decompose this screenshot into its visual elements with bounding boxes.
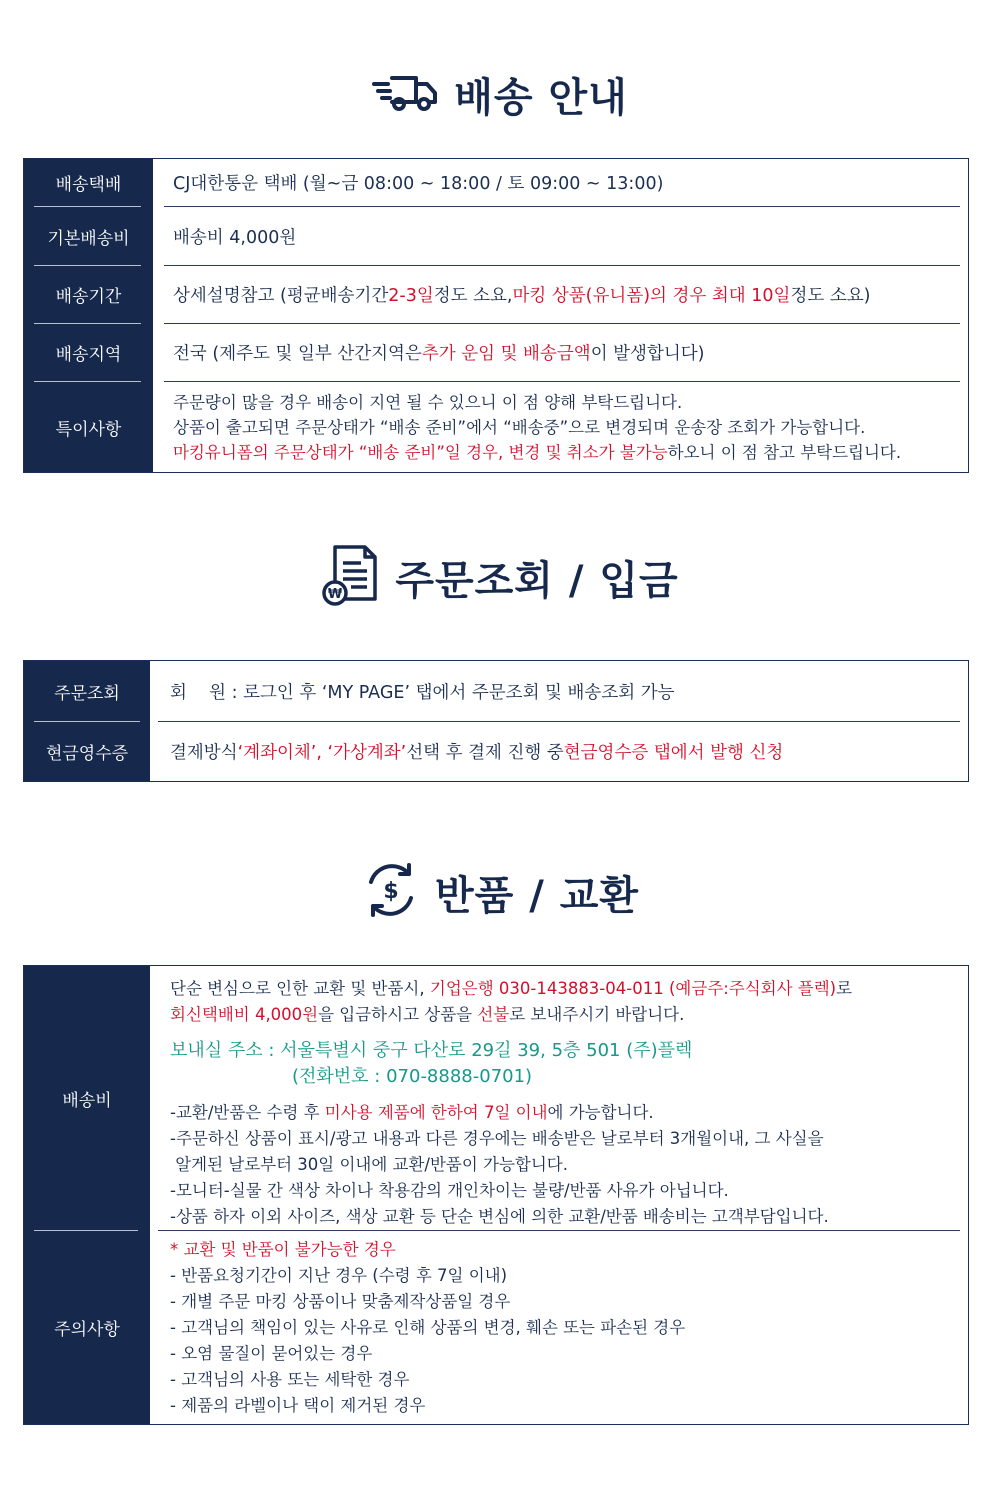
svg-text:₩: ₩ (328, 587, 343, 602)
row-label: 현금영수증 (24, 722, 150, 781)
fee-note: 알게된 날로부터 30일 이내에 교환/반품이 가능합니다. (170, 1155, 568, 1174)
highlight-text: ‘계좌이체’, ‘가상계좌’ (237, 743, 407, 763)
fee-note (170, 1100, 968, 1126)
highlight-text: 현금영수증 탭에서 발행 신청 (563, 743, 784, 763)
row-value (153, 324, 968, 381)
caution-item: - 고객님의 책임이 있는 사유로 인해 상품의 변경, 훼손 또는 파손된 경우 (170, 1318, 686, 1337)
text-segment: 이 발생합니다) (590, 344, 705, 364)
shipping-title: 배송 안내 (454, 74, 628, 121)
fee-note: -상품 하자 이외 사이즈, 색상 교환 등 단순 변심에 의한 교환/반품 배송비는 고객부담입니다. (170, 1207, 829, 1226)
row-value: 배송비 4,000원 (173, 227, 297, 248)
text-segment: 선택 후 결제 진행 중 (406, 743, 564, 763)
row-return-fee (24, 966, 968, 1230)
note-line (173, 440, 968, 465)
text-segment: 에 가능합니다. (547, 1103, 654, 1122)
fee-note: -주문하신 상품이 표시/광고 내용과 다른 경우에는 배송받은 날로부터 3개월이내, 그 사실을 (170, 1129, 824, 1148)
highlight-text: 마킹 상품(유니폼)의 경우 최대 10일 (512, 286, 791, 306)
caution-item: - 고객님의 사용 또는 세탁한 경우 (170, 1370, 410, 1389)
highlight-text: 기업은행 030-143883-04-011 (예금주:주식회사 플렉) (429, 979, 837, 998)
row-label: 배송택배 (24, 159, 153, 206)
text-segment: 로 보내주시기 바랍니다. (509, 1005, 685, 1024)
row-cash-receipt (24, 722, 968, 781)
row-label: 특이사항 (24, 382, 153, 472)
highlight-text: 회신택배비 4,000원 (170, 1005, 319, 1024)
text-segment: 단순 변심으로 인한 교환 및 반품시, (170, 979, 430, 998)
caution-item: - 반품요청기간이 지난 경우 (수령 후 7일 이내) (170, 1266, 508, 1285)
returns-title: 반품 / 교환 (434, 872, 640, 919)
text-segment: 정도 소요, (433, 286, 513, 306)
delivery-truck-icon (372, 70, 440, 118)
returns-heading (0, 860, 1000, 924)
shipping-table (23, 158, 969, 473)
row-value (153, 266, 968, 323)
row-value (153, 382, 968, 472)
return-phone: (전화번호 : 070-8888-0701) (292, 1066, 533, 1087)
row-value (150, 966, 968, 1230)
order-title: 주문조회 / 입금 (395, 557, 679, 604)
row-label: 주문조회 (24, 661, 150, 721)
highlight-text: 2-3일 (388, 286, 434, 306)
text-segment: 로 (836, 979, 853, 998)
note-line: 상품이 출고되면 주문상태가 “배송 준비”에서 “배송중”으로 변경되며 운송장 조회가 가능합니다. (173, 418, 866, 437)
text-segment: 상세설명참고 (평균배송기간 (173, 286, 389, 306)
highlight-text: 마킹유니폼의 주문상태가 “배송 준비”일 경우, 변경 및 취소가 불가능 (173, 443, 668, 462)
fee-line (170, 976, 968, 1002)
shipping-heading (0, 62, 1000, 126)
row-value (150, 1231, 968, 1424)
text-segment: -교환/반품은 수령 후 (170, 1103, 325, 1122)
caution-item: - 개별 주문 마킹 상품이나 맞춤제작상품일 경우 (170, 1292, 511, 1311)
text-segment: 을 입금하시고 상품을 (318, 1005, 478, 1024)
fee-note: -모니터-실물 간 색상 차이나 착용감의 개인차이는 불량/반품 사유가 아닙니다. (170, 1181, 729, 1200)
order-table (23, 660, 969, 782)
row-label: 배송비 (24, 966, 150, 1230)
caution-item: - 제품의 라벨이나 택이 제거된 경우 (170, 1396, 426, 1415)
row-period (24, 266, 968, 323)
row-label: 주의사항 (24, 1231, 150, 1424)
row-caution (24, 1231, 968, 1424)
text-segment: 결제방식 (170, 743, 238, 763)
highlight-text: 선불 (477, 1005, 510, 1024)
order-heading (0, 542, 1000, 612)
svg-text:$: $ (383, 879, 399, 904)
order-document-icon (321, 543, 381, 611)
text-segment: 전국 (제주도 및 일부 산간지역은 (173, 344, 422, 364)
return-address: 보내실 주소 : 서울특별시 중구 다산로 29길 39, 5층 501 (주)플렉 (170, 1040, 693, 1061)
caution-heading: * 교환 및 반품이 불가능한 경우 (170, 1240, 396, 1259)
row-label: 배송기간 (24, 266, 153, 323)
row-value (150, 722, 968, 781)
returns-table (23, 965, 969, 1425)
highlight-text: 미사용 제품에 한하여 7일 이내 (324, 1103, 548, 1122)
text-segment: 정도 소요) (790, 286, 871, 306)
row-base-fee (24, 207, 968, 265)
row-label: 기본배송비 (24, 207, 153, 265)
row-region (24, 324, 968, 381)
fee-line (170, 1002, 968, 1028)
row-value: CJ대한통운 택배 (월~금 08:00 ~ 18:00 / 토 09:00 ~ 13:00) (173, 174, 664, 194)
note-line: 주문량이 많을 경우 배송이 지연 될 수 있으니 이 점 양해 부탁드립니다. (173, 393, 683, 412)
refund-cycle-icon (361, 860, 421, 924)
caution-item: - 오염 물질이 묻어있는 경우 (170, 1344, 373, 1363)
row-notes (24, 382, 968, 472)
row-value: 회 원 : 로그인 후 ‘MY PAGE’ 탭에서 주문조회 및 배송조회 가능 (170, 682, 675, 703)
highlight-text: 추가 운임 및 배송금액 (421, 344, 591, 364)
row-label: 배송지역 (24, 324, 153, 381)
text-segment: 하오니 이 점 참고 부탁드립니다. (667, 443, 902, 462)
row-courier (24, 159, 968, 206)
row-order-lookup (24, 661, 968, 721)
